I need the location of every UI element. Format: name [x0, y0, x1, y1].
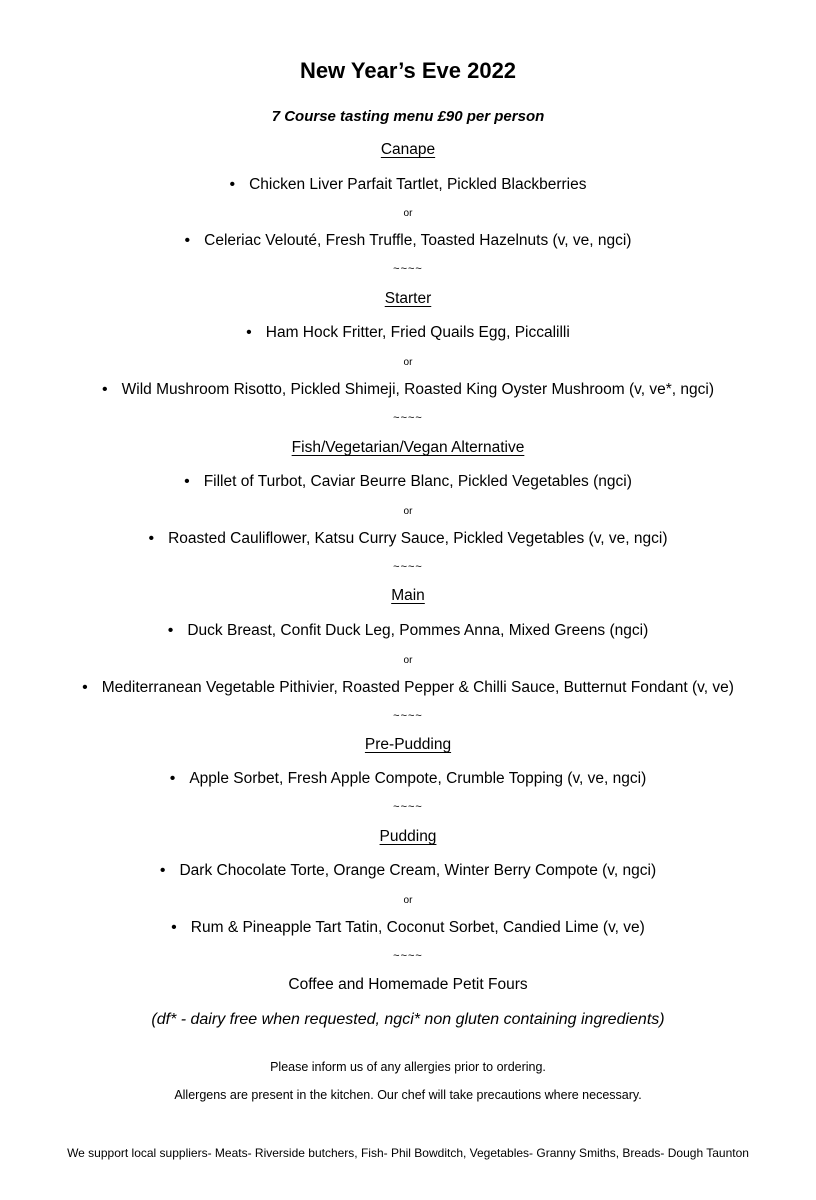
or-divider: or [403, 655, 413, 666]
menu-item: • Apple Sorbet, Fresh Apple Compote, Crumble Topping (v, ve, ngci) [169, 770, 647, 787]
menu-title: New Year’s Eve 2022 [299, 58, 517, 83]
course-separator: ~~~~ [393, 263, 423, 275]
bullet-icon: • [169, 770, 176, 787]
menu-item: • Roasted Cauliflower, Katsu Curry Sauce, Pickled Vegetables (v, ve, ngci) [148, 530, 668, 547]
menu-item: • Ham Hock Fritter, Fried Quails Egg, Piccalilli [246, 324, 570, 341]
bullet-icon: • [159, 862, 166, 879]
dietary-note: (df* - dairy free when requested, ngci* non gluten containing ingredients) [151, 1011, 665, 1028]
course-separator: ~~~~ [393, 801, 423, 813]
course-separator: ~~~~ [393, 561, 423, 573]
allergen-warning: Allergens are present in the kitchen. Our chef will take precautions where necessary. [174, 1088, 642, 1102]
menu-item: • Duck Breast, Confit Duck Leg, Pommes Anna, Mixed Greens (ngci) [167, 622, 649, 639]
course-heading-starter: Starter [384, 290, 432, 307]
suppliers-footer: We support local suppliers- Meats- Riverside butchers, Fish- Phil Bowditch, Vegetables- Granny Smiths, Breads- Dough Taunton [67, 1146, 749, 1160]
or-divider: or [403, 895, 413, 906]
course-heading-main: Main [391, 587, 425, 604]
allergy-note: Please inform us of any allergies prior to ordering. [270, 1060, 546, 1074]
course-separator: ~~~~ [393, 412, 423, 424]
bullet-icon: • [82, 679, 88, 696]
coffee-line: Coffee and Homemade Petit Fours [288, 976, 528, 993]
bullet-icon: • [167, 622, 174, 639]
course-heading-fish-vegetarian-vegan: Fish/Vegetarian/Vegan Alternative [291, 439, 525, 456]
course-separator: ~~~~ [393, 710, 423, 722]
menu-item: • Dark Chocolate Torte, Orange Cream, Winter Berry Compote (v, ngci) [159, 862, 657, 879]
menu-item: • Rum & Pineapple Tart Tatin, Coconut Sorbet, Candied Lime (v, ve) [171, 919, 645, 936]
bullet-icon: • [171, 919, 177, 936]
or-divider: or [403, 357, 413, 368]
course-heading-pudding: Pudding [379, 828, 437, 845]
bullet-icon: • [184, 232, 191, 249]
or-divider: or [403, 208, 413, 219]
menu-subtitle: 7 Course tasting menu £90 per person [271, 108, 545, 125]
or-divider: or [403, 506, 413, 517]
menu-item: • Fillet of Turbot, Caviar Beurre Blanc, Pickled Vegetables (ngci) [184, 473, 632, 490]
course-heading-pre-pudding: Pre-Pudding [364, 736, 452, 753]
menu-item: • Wild Mushroom Risotto, Pickled Shimeji, Roasted King Oyster Mushroom (v, ve*, ngci) [102, 381, 714, 398]
menu-item: • Chicken Liver Parfait Tartlet, Pickled Blackberries [229, 176, 587, 193]
course-heading-canape: Canape [380, 141, 436, 158]
bullet-icon: • [184, 473, 190, 490]
bullet-icon: • [229, 176, 236, 193]
menu-item: • Mediterranean Vegetable Pithivier, Roasted Pepper & Chilli Sauce, Butternut Fondant (v, ve) [82, 679, 734, 696]
bullet-icon: • [148, 530, 155, 547]
menu-item: • Celeriac Velouté, Fresh Truffle, Toasted Hazelnuts (v, ve, ngci) [184, 232, 632, 249]
bullet-icon: • [102, 381, 108, 398]
bullet-icon: • [246, 324, 252, 341]
course-separator: ~~~~ [393, 950, 423, 962]
